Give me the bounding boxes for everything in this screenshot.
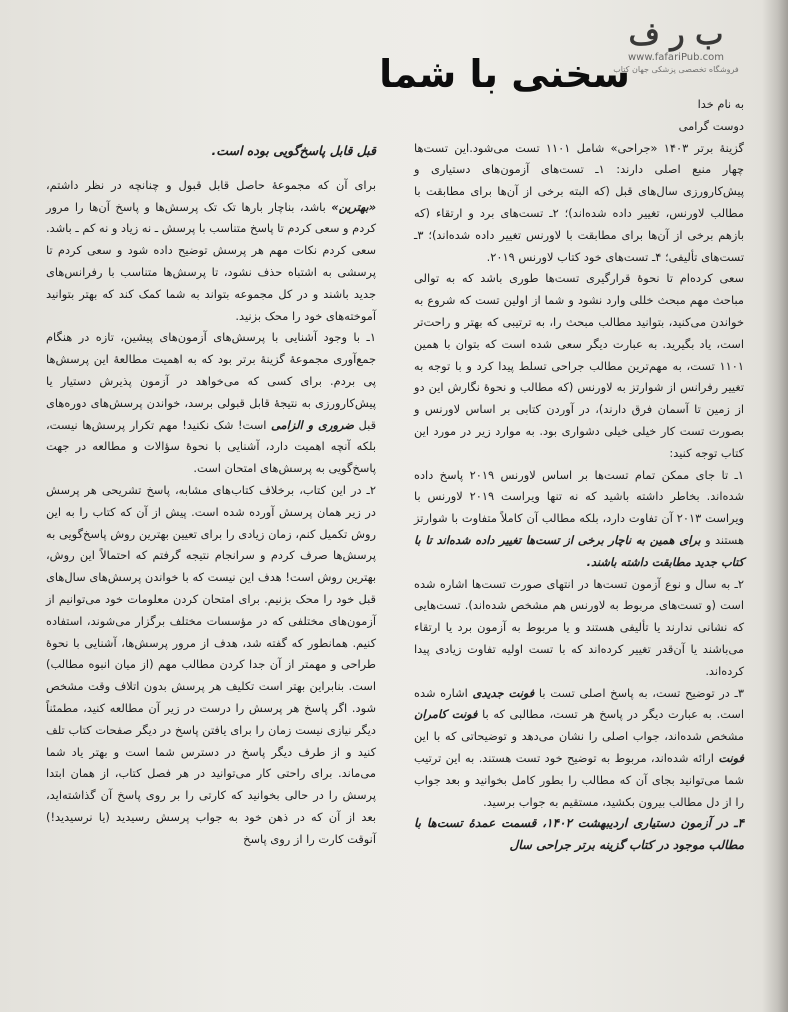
best-text-a: برای آن که مجموعۀ حاصل قابل قبول و چنانچه در نظر داشتم، (46, 177, 376, 192)
point-1-text-a: ۱ـ با وجود آشنایی با پرسش‌های آزمون‌های پیشین، تازه در هنگام جمع‌آوری مجموعۀ گزینۀ برتر بود که به اهمیت مطالعۀ این پرسش‌ها پی بردم. برای کسی که می‌خواهد در آزمون پذیرش دستیار یا پیش‌کارورزی به نتیجۀ قابل قبولی برسد، خواندن پرسش‌های دوره‌های قبل (46, 330, 377, 432)
page-spine-shadow (762, 0, 788, 1012)
note-1-text: ۱ـ تا جای ممکن تمام تست‌ها بر اساس لاورنس ۲۰۱۹ پاسخ داده شده‌اند. بخاطر داشته باشید که نه تنها ویراست ۲۰۱۹ لاورنس با ویراست ۲۰۱۳ آن تفاوت دارد، بلکه مطالب آن کاملاً متفاوت با شوارتز هستند و (414, 467, 744, 547)
paragraph-point-1 (46, 327, 376, 480)
salutation-line: دوست گرامی (678, 118, 744, 133)
note-3-font-new: فونت جدیدی (472, 685, 535, 700)
watermark-subtitle: فروشگاه تخصصی پزشکی جهان کتاب (613, 65, 739, 74)
note-3-font: فونت (718, 750, 744, 765)
right-column (414, 94, 744, 857)
paragraph-ordering: سعی کرده‌ام تا نحوۀ قرارگیری تست‌ها طوری باشد که به توالی مباحث مهم مبحث خللی وارد نشود و شما از اولین تست که شروع به خواندن می‌کنید، بتوانید مطالب مبحث را، به ترتیبی که بهتر و راحت‌تر است، یاد بگیرید. به عبارت دیگر سعی شده است که بتوان با همین ۱۱۰۱ تست، به مهم‌ترین مطالب جراحی تسلط پیدا کرد و با توجه به تغییر رفرانس از شوارتز به لاورنس (که مطالب و نحوۀ نگارش این دو از زمین تا آسمان فرق دارند)، در آوردن کتابی بر اساس لاورنس و بصورت تست کار خیلی خیلی دشواری بود. به موارد زیر در مورد این کتاب توجه کنید: (414, 271, 744, 460)
paragraph-note-3 (414, 683, 744, 814)
left-column (46, 140, 376, 851)
watermark-site-url: www.fafariPub.com (627, 52, 725, 63)
best-text-c: باشد، بناچار بارها تک تک پرسش‌ها و پاسخ آن‌ها را مرور کردم و سعی کردم تا پاسخ متناسب با پرسش ـ نه زیاد و نه کم ـ باشد. سعی کردم نکات مهم هر پرسش توضیح داده شود و سعی کردم تا پرسشی به اشتباه حذف نشود، تا پرسش‌ها متناسب با رفرانس‌های جدید باشند و در کل مجموعه بتواند به شما کمک کند که بهتر بتوانید آموخته‌های خود را محک بزنید. (46, 199, 376, 323)
note-1-emphasis: برای همین به ناچار برخی از تست‌ها تغییر داده شده‌اند تا با کتاب جدید مطابقت داشته باشند. (414, 532, 744, 569)
paragraph-note-2: ۲ـ به سال و نوع آزمون تست‌ها در انتهای صورت تست‌ها اشاره شده است (و تست‌های مربوط به لاورنس هم مشخص شده‌اند). تست‌هایی که نشانی ندارند یا تألیفی هستند و یا مربوط به آزمون برد یا ارتقاء می‌باشند یا آن‌قدر تغییر کرده‌اند که با تست اولیه تفاوت زیادی پیدا کرده‌اند. (414, 576, 744, 678)
note-3-text-e: مشخص شده‌اند، جواب اصلی را نشان می‌دهد و توضیحاتی که با این (414, 729, 744, 744)
point-1-text-c: است! شک نکنید! مهم تکرار پرسش‌ها نیست، بلکه آنچه اهمیت دارد، آشنایی با نحوۀ سؤالات و مطالعه در جهت پاسخ‌گویی به پرسش‌های امتحان است. (46, 417, 376, 476)
paragraph-point-2: ۲ـ در این کتاب، برخلاف کتاب‌های مشابه، پاسخ تشریحی هر پرسش در زیر همان پرسش آورده شده است. پیش از آن که کتاب را به این روش تکمیل کنم، زمان زیادی را برای تعیین بهترین روش پاسخ‌گویی به پرسش‌ها صرف کردم و سرانجام نتیجه گرفتم که احتمالاً این روش، بهترین روش است! هدف این نیست که با خواندن پرسش‌های سال‌های قبل خود را محک بزنیم. برای امتحان کردن معلومات خود می‌توانیم از آزمون‌های مختلفی که در مؤسسات مختلف برگزار می‌شوند، استفاده کنیم. همانطور که گفته شد، هدف از مرور پرسش‌ها، آشنایی با نحوۀ طراحی و مهمتر از آن جدا کردن مطالب مهم (از میان انبوه مطالب) است. بنابراین بهتر است تکلیف هر پرسش بدون اتلاف وقت مشخص شود. اگر پاسخ هر پرسش را درست در زیر آن مطالعه کنید، مطمئناً دیگر نیازی نیست زمان را برای یافتن پاسخ در دیگر صفحات کتاب تلف کنید و از طرف دیگر پاسخ در دسترس شما است و بهتر یاد شما می‌ماند. برای راحتی کار می‌توانید در هر فصل کتاب، از همان ابتدا پرسش را در حالی بخوانید که کارتی را بر روی پاسخ آن گذاشته‌اید، بعد از آن که در ذهن خود به جواب پرسش رسیدید (یا نرسیدید!) آنوقت کارت را از روی پاسخ (46, 482, 376, 846)
paragraph-note-1 (414, 465, 744, 574)
watermark-logo-mark: ب ر ف (628, 17, 724, 52)
point-1-emphasis: ضروری و الزامی (271, 417, 354, 432)
note-3-text-g: ارائه شده‌اند، مربوط به توضیح خود تست هستند. به این ترتیب شما می‌توانید بجای آن که مطالب را بطور کامل بخوانید و بعد جواب را از دل مطالب بیرون بکشید، مستقیم به جواب برسید. (414, 750, 744, 809)
greeting-line: به نام خدا (697, 97, 744, 111)
note-3-text-c: اشاره شده است. به عبارت دیگر در پاسخ هر تست، مطالبی که با (414, 685, 744, 722)
paragraph-note-4: ۴ـ در آزمون دستیاری اردیبهشت ۱۴۰۲، قسمت عمدۀ تست‌ها با مطالب موجود در کتاب گزینه برتر جراحی سال (414, 816, 744, 853)
paragraph-sources: گزینۀ برتر ۱۴۰۳ «جراحی» شامل ۱۱۰۱ تست می‌شود.این تست‌ها چهار منبع اصلی دارند: ۱ـ تست‌های آزمون‌های دستیاری و پیش‌کارورزی سال‌های قبل (که البته برخی از آن‌ها برای مطابقت با مطالب لاورنس، تغییر داده شده‌اند)؛ ۲ـ تست‌های برد و ارتقاء (که بازهم برخی از آن‌ها برای مطابقت با لاورنس تغییر داده شده‌اند)؛ ۳ـ تست‌های تألیفی؛ ۴ـ تست‌های خود کتاب لاورنس ۲۰۱۹. (414, 140, 745, 264)
note-3-text-a: ۳ـ در توضیح تست، به پاسخ اصلی تست با (538, 685, 744, 700)
left-column-heading: قبل قابل پاسخ‌گویی بوده است. (211, 143, 376, 158)
note-3-font-kamran: فونت کامران (414, 707, 478, 722)
best-emphasis: «بهترین» (331, 199, 377, 214)
paragraph-best-collection (46, 175, 376, 328)
page-title: سخنی با شما (379, 52, 630, 96)
